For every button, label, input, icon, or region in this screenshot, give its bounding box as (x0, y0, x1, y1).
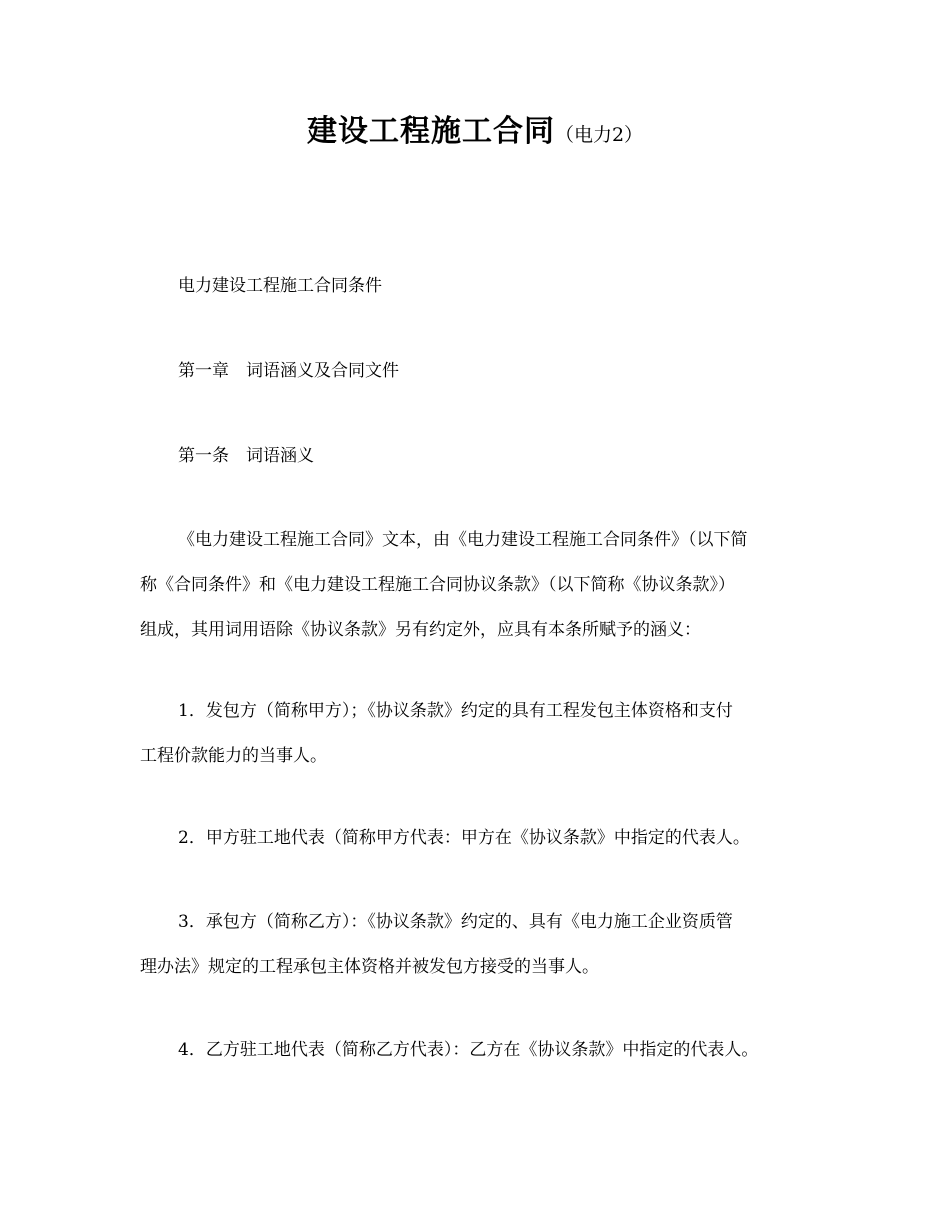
definition-item-3 (140, 900, 820, 990)
intro-line: 称《合同条件》和《电力建设工程施工合同协议条款》（以下简称《协议条款》） (140, 575, 735, 595)
title-subtitle: （电力2） (554, 124, 644, 146)
definition-item-1 (140, 689, 820, 779)
document-title (0, 110, 950, 158)
chapter-heading: 第一章 词语涵义及合同文件 (178, 361, 399, 381)
item-line: 工程价款能力的当事人。 (140, 746, 327, 766)
intro-line: 组成，其用词用语除《协议条款》另有约定外，应具有本条所赋予的涵义： (140, 620, 701, 640)
definition-item-2 (140, 816, 820, 861)
title-main: 建设工程施工合同 (306, 114, 555, 149)
intro-paragraph (140, 518, 820, 653)
item-line: 理办法》规定的工程承包主体资格并被发包方接受的当事人。 (140, 957, 599, 977)
item-line: 3．承包方（简称乙方）：《协议条款》约定的、具有《电力施工企业资质管 (178, 912, 733, 932)
item-line: 4．乙方驻工地代表（简称乙方代表）：乙方在《协议条款》中指定的代表人。 (178, 1040, 759, 1060)
item-line: 2．甲方驻工地代表（简称甲方代表：甲方在《协议条款》中指定的代表人。 (178, 828, 750, 848)
conditions-heading: 电力建设工程施工合同条件 (178, 276, 382, 296)
intro-line: 《电力建设工程施工合同》文本，由《电力建设工程施工合同条件》（以下简 (178, 530, 748, 550)
item-line: 1．发包方（简称甲方）；《协议条款》约定的具有工程发包主体资格和支付 (178, 701, 733, 721)
article-heading: 第一条 词语涵义 (178, 446, 314, 466)
definition-item-4 (140, 1028, 820, 1073)
